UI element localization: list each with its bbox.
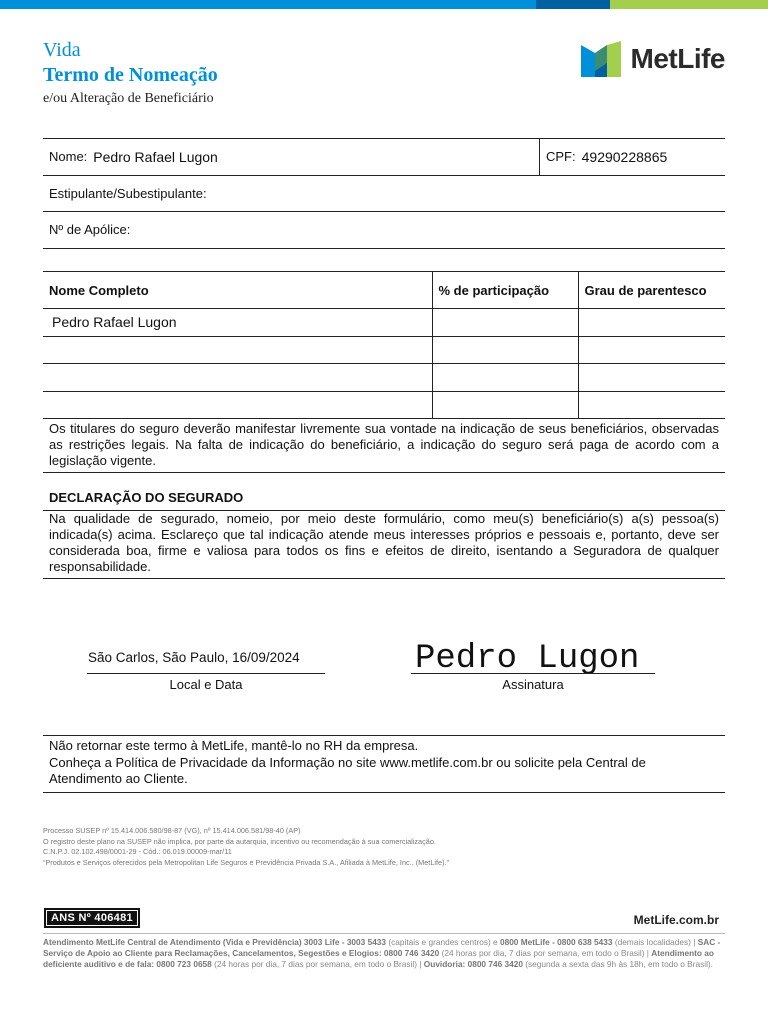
beneficiary-name-cell[interactable] xyxy=(43,364,432,392)
footer-text-4: (24 horas por dia, 7 dias por semana, em todo o Brasil) | xyxy=(211,959,424,970)
table-row xyxy=(43,336,725,364)
beneficiary-percent-cell[interactable] xyxy=(432,336,578,364)
cpf-field[interactable]: 49290228865 xyxy=(581,148,668,165)
footer-ouvidoria: Ouvidoria: 0800 746 3420 xyxy=(423,959,523,970)
return-note-line1: Não retornar este termo à MetLife, mantê-lo no RH da empresa. xyxy=(49,738,419,753)
apolice-row[interactable] xyxy=(43,212,725,249)
susep-disclaimer: O registro deste plano na SUSEP não implica, por parte da autarquia, incentivo ou recomendação à sua comercialização. xyxy=(43,836,436,846)
metlife-logo xyxy=(581,41,726,77)
products-notice: “Produtos e Serviços oferecidos pela Metropolitan Life Seguros e Previdência Privada S.A., Afiliada à MetLife, Inc., (MetLife).” xyxy=(43,857,449,867)
stripe-green xyxy=(610,0,768,9)
beneficiary-name-cell[interactable] xyxy=(43,391,432,419)
footer-text-2: (demais localidades) | xyxy=(612,937,698,947)
beneficiary-relation-cell[interactable] xyxy=(578,309,725,337)
footer-text-3: (24 horas por dia, 7 dias por semana, em todo o Brasil) | xyxy=(439,948,652,959)
stripe-blue xyxy=(0,0,536,9)
beneficiaries-table xyxy=(43,271,725,419)
beneficiary-relation-cell[interactable] xyxy=(578,336,725,364)
beneficiary-percent-cell[interactable] xyxy=(432,309,578,337)
metlife-logo-icon xyxy=(581,41,621,77)
col-header-relation: Grau de parentesco xyxy=(578,272,725,309)
footer-sac: SAC - Serviço de Apoio ao Cliente para Reclamações, Cancelamentos, Segestões e Elogios: 0800 746 3420 xyxy=(43,937,721,959)
document-header xyxy=(43,38,725,118)
declaration-text: Na qualidade de segurado, nomeio, por meio deste formulário, como meu(s) beneficiário(s) a(s) pessoa(s) indicada(s) acima. Esclareço que tal indicação atende meus interesses próprios e pessoais e, portanto, deve ser considerada boa, firme e valiosa para todos os fins e efeitos de direito, isentando a Seguradora de qualquer responsabilidade. xyxy=(43,510,725,579)
footer-deficiente-auditivo: Atendimento ao deficiente auditivo e de fala: 0800 723 0658 xyxy=(43,948,714,970)
col-header-percent: % de participação xyxy=(432,272,578,309)
beneficiary-notice: Os titulares do seguro deverão manifestar livremente sua vontade na indicação de seus beneficiários, observadas as restrições legais. Na falta de indicação do beneficiário, a indicação do seguro será paga de acordo com a legislação vigente. xyxy=(43,421,725,473)
return-instructions xyxy=(43,735,725,793)
place-date-field[interactable]: São Carlos, São Paulo, 16/09/2024 xyxy=(88,650,300,665)
table-row xyxy=(43,364,725,392)
footer-text-5: (segunda a sexta das 9h às 18h, em todo o Brasil). xyxy=(522,959,713,970)
document-subtitle: e/ou Alteração de Beneficiário xyxy=(43,91,214,106)
beneficiary-name-cell[interactable]: Pedro Rafael Lugon xyxy=(43,309,432,337)
table-header-row xyxy=(43,272,725,309)
product-name: Vida xyxy=(43,39,81,61)
document-title: Termo de Nomeação xyxy=(43,64,218,86)
legal-info xyxy=(43,826,463,868)
susep-process: Processo SUSEP nº 15.414.006.580/98-87 (VG), nº 15.414.006.581/98-40 (AP) xyxy=(43,826,301,835)
footer-0800-metlife: 0800 MetLife - 0800 638 5433 xyxy=(499,937,613,947)
footer-contact-info xyxy=(43,937,725,971)
cnpj-code: C.N.P.J. 02.102.498/0001-29 - Cód.: 06.019.00009-mar/11 xyxy=(43,847,232,856)
signature-field[interactable]: Pedro Lugon xyxy=(415,640,640,678)
beneficiary-percent-cell[interactable] xyxy=(432,391,578,419)
footer-text-1: (capitais e grandes centros) e xyxy=(386,937,500,947)
top-color-stripe xyxy=(0,0,768,9)
declaration-title: DECLARAÇÃO DO SEGURADO xyxy=(49,490,244,505)
stripe-dark-blue xyxy=(536,0,610,9)
col-header-name: Nome Completo xyxy=(43,272,432,309)
name-cpf-row xyxy=(43,139,725,176)
name-label: Nome: xyxy=(49,149,88,165)
website-link[interactable]: MetLife.com.br xyxy=(633,913,719,927)
estipulante-row[interactable] xyxy=(43,176,725,213)
name-field[interactable]: Pedro Rafael Lugon xyxy=(93,148,218,165)
footer-central-atendimento: Atendimento MetLife Central de Atendimento (Vida e Previdência) 3003 Life - 3003 5433 xyxy=(43,937,387,947)
beneficiary-percent-cell[interactable] xyxy=(432,364,578,392)
logo-wordmark: MetLife xyxy=(630,43,725,74)
ans-badge xyxy=(44,908,140,928)
table-row xyxy=(43,309,725,337)
insured-fields xyxy=(43,138,725,249)
beneficiary-name-cell[interactable] xyxy=(43,336,432,364)
place-date-line xyxy=(87,673,325,674)
apolice-label: Nº de Apólice: xyxy=(49,222,131,238)
ans-number: ANS Nº 406481 xyxy=(47,911,137,925)
place-date-label: Local e Data xyxy=(169,677,243,692)
estipulante-label: Estipulante/Subestipulante: xyxy=(49,185,207,201)
beneficiary-relation-cell[interactable] xyxy=(578,364,725,392)
privacy-note: Conheça a Política de Privacidade da Informação no site www.metlife.com.br ou solicite pela Central de Atendimento ao Cliente. xyxy=(49,754,646,786)
beneficiary-relation-cell[interactable] xyxy=(578,391,725,419)
footer-divider xyxy=(43,933,725,934)
table-row xyxy=(43,391,725,419)
signature-label: Assinatura xyxy=(502,677,564,692)
cpf-label: CPF: xyxy=(546,149,576,165)
signature-line xyxy=(411,673,655,674)
